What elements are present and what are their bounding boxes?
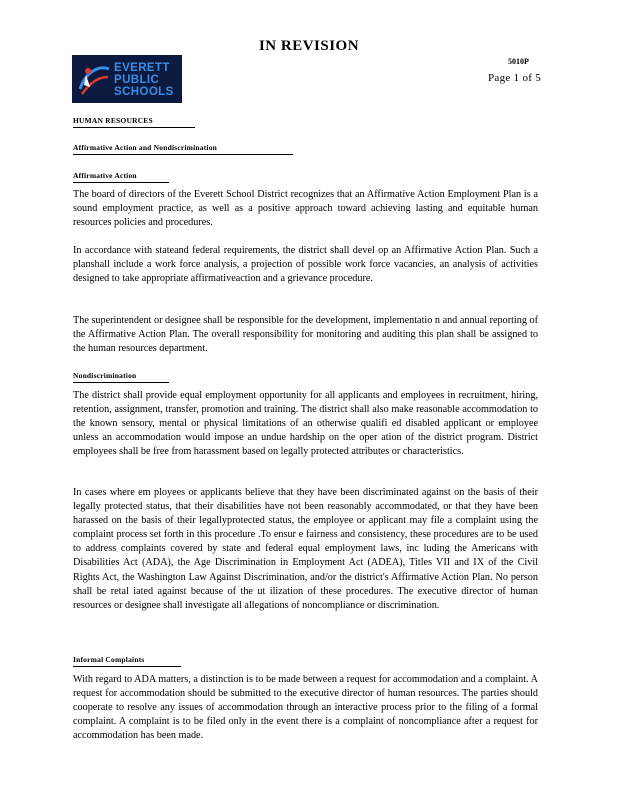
heading-underline	[73, 127, 195, 128]
heading-underline	[73, 382, 169, 383]
logo-text-public: PUBLIC	[114, 74, 160, 86]
section-label: Nondiscrimination	[73, 371, 137, 380]
section-heading-informal-complaints	[73, 655, 145, 664]
paragraph-nondiscrimination-2: In cases where em ployees or applicants believe that they have been discriminated against on the basis of their legally protected status, that their disabilities have not been reasonably accommodated, or that they have been harassed on the basis of their legallyprotected status, the employee or applicant may file a complaint using the complaint process set forth in this procedure .To ensur e fairness and consistency, these procedures are to be used to address complaints covered by state and federal equal employment laws, inc luding the Americans with Disabilities Act (ADA), the Age Discrimination in Employment Act (ADEA), Titles VII and IX of the Civil Rights Act, the Washington Law Against Discrimination, and/or the district's Affirmative Action Plan. No person shall be retal iated against because of the ut ilization of these procedures. The executive director of human resources or designee shall investigate all allegations of noncompliance or discrimination.	[73, 487, 538, 611]
paragraph-affirmative-action-2: In accordance with stateand federal requirements, the district shall devel op an Affirmative Action Plan. Such a planshall include a work force analysis, a projection of possible work force vacancies, an analysis of activities designed to take appropriate affirmativeaction and a grievance procedure.	[73, 245, 538, 285]
section-label: Informal Complaints	[73, 655, 145, 664]
revision-title: IN REVISION	[258, 38, 360, 54]
section-heading-affirmative-action-and-nondiscrimination	[73, 143, 217, 152]
paragraph-informal-complaints-1: With regard to ADA matters, a distinction is to be made between a request for accommodation and a complaint. A request for accommodation should be submitted to the executive director of human resources. The parties should cooperate to resolve any issues of accommodation through an interactive process prior to the filing of a formal complaint. A complaint is to be filed only in the event there is a complaint of noncompliance after a request for accommodation has been made.	[73, 674, 538, 742]
page-indicator: Page 1 of 5	[488, 72, 542, 84]
policy-number: 5010P	[508, 57, 529, 66]
section-heading-human-resources	[73, 116, 153, 125]
logo-text-schools: SCHOOLS	[114, 86, 174, 98]
paragraph-affirmative-action-1: The board of directors of the Everett School District recognizes that an Affirmative Action Employment Plan is a sound employment practice, as well as a positive approach toward achieving lasting and equitable human resources policies and procedures.	[73, 189, 538, 229]
section-heading-nondiscrimination	[73, 371, 136, 380]
logo-swirl-icon	[76, 61, 112, 97]
section-heading-affirmative-action	[73, 171, 137, 180]
heading-underline	[73, 154, 293, 155]
section-label: Affirmative Action and Nondiscrimination	[73, 143, 218, 152]
section-label: Affirmative Action	[73, 171, 137, 180]
heading-underline	[73, 182, 169, 183]
everett-public-schools-logo	[72, 55, 182, 103]
section-label: HUMAN RESOURCES	[73, 116, 153, 125]
paragraph-nondiscrimination-1: The district shall provide equal employment opportunity for all applicants and employees in recruitment, hiring, retention, assignment, transfer, promotion and training. The district shall also make reasonable accommodation to the known sensory, mental or physical limitations of an otherwise qualifi ed disabled applicant or employee unless an accommodation would impose an undue hardship on the oper ation of the district program. District employees shall be free from harassment based on legally protected attributes or characteristics.	[73, 390, 538, 458]
paragraph-affirmative-action-3: The superintendent or designee shall be responsible for the development, implementatio n and annual reporting of the Affirmative Action Plan. The overall responsibility for monitoring and auditing this plan shall be assigned to the human resources department.	[73, 315, 538, 355]
logo-text-everett: EVERETT	[114, 62, 170, 74]
heading-underline	[73, 666, 181, 667]
